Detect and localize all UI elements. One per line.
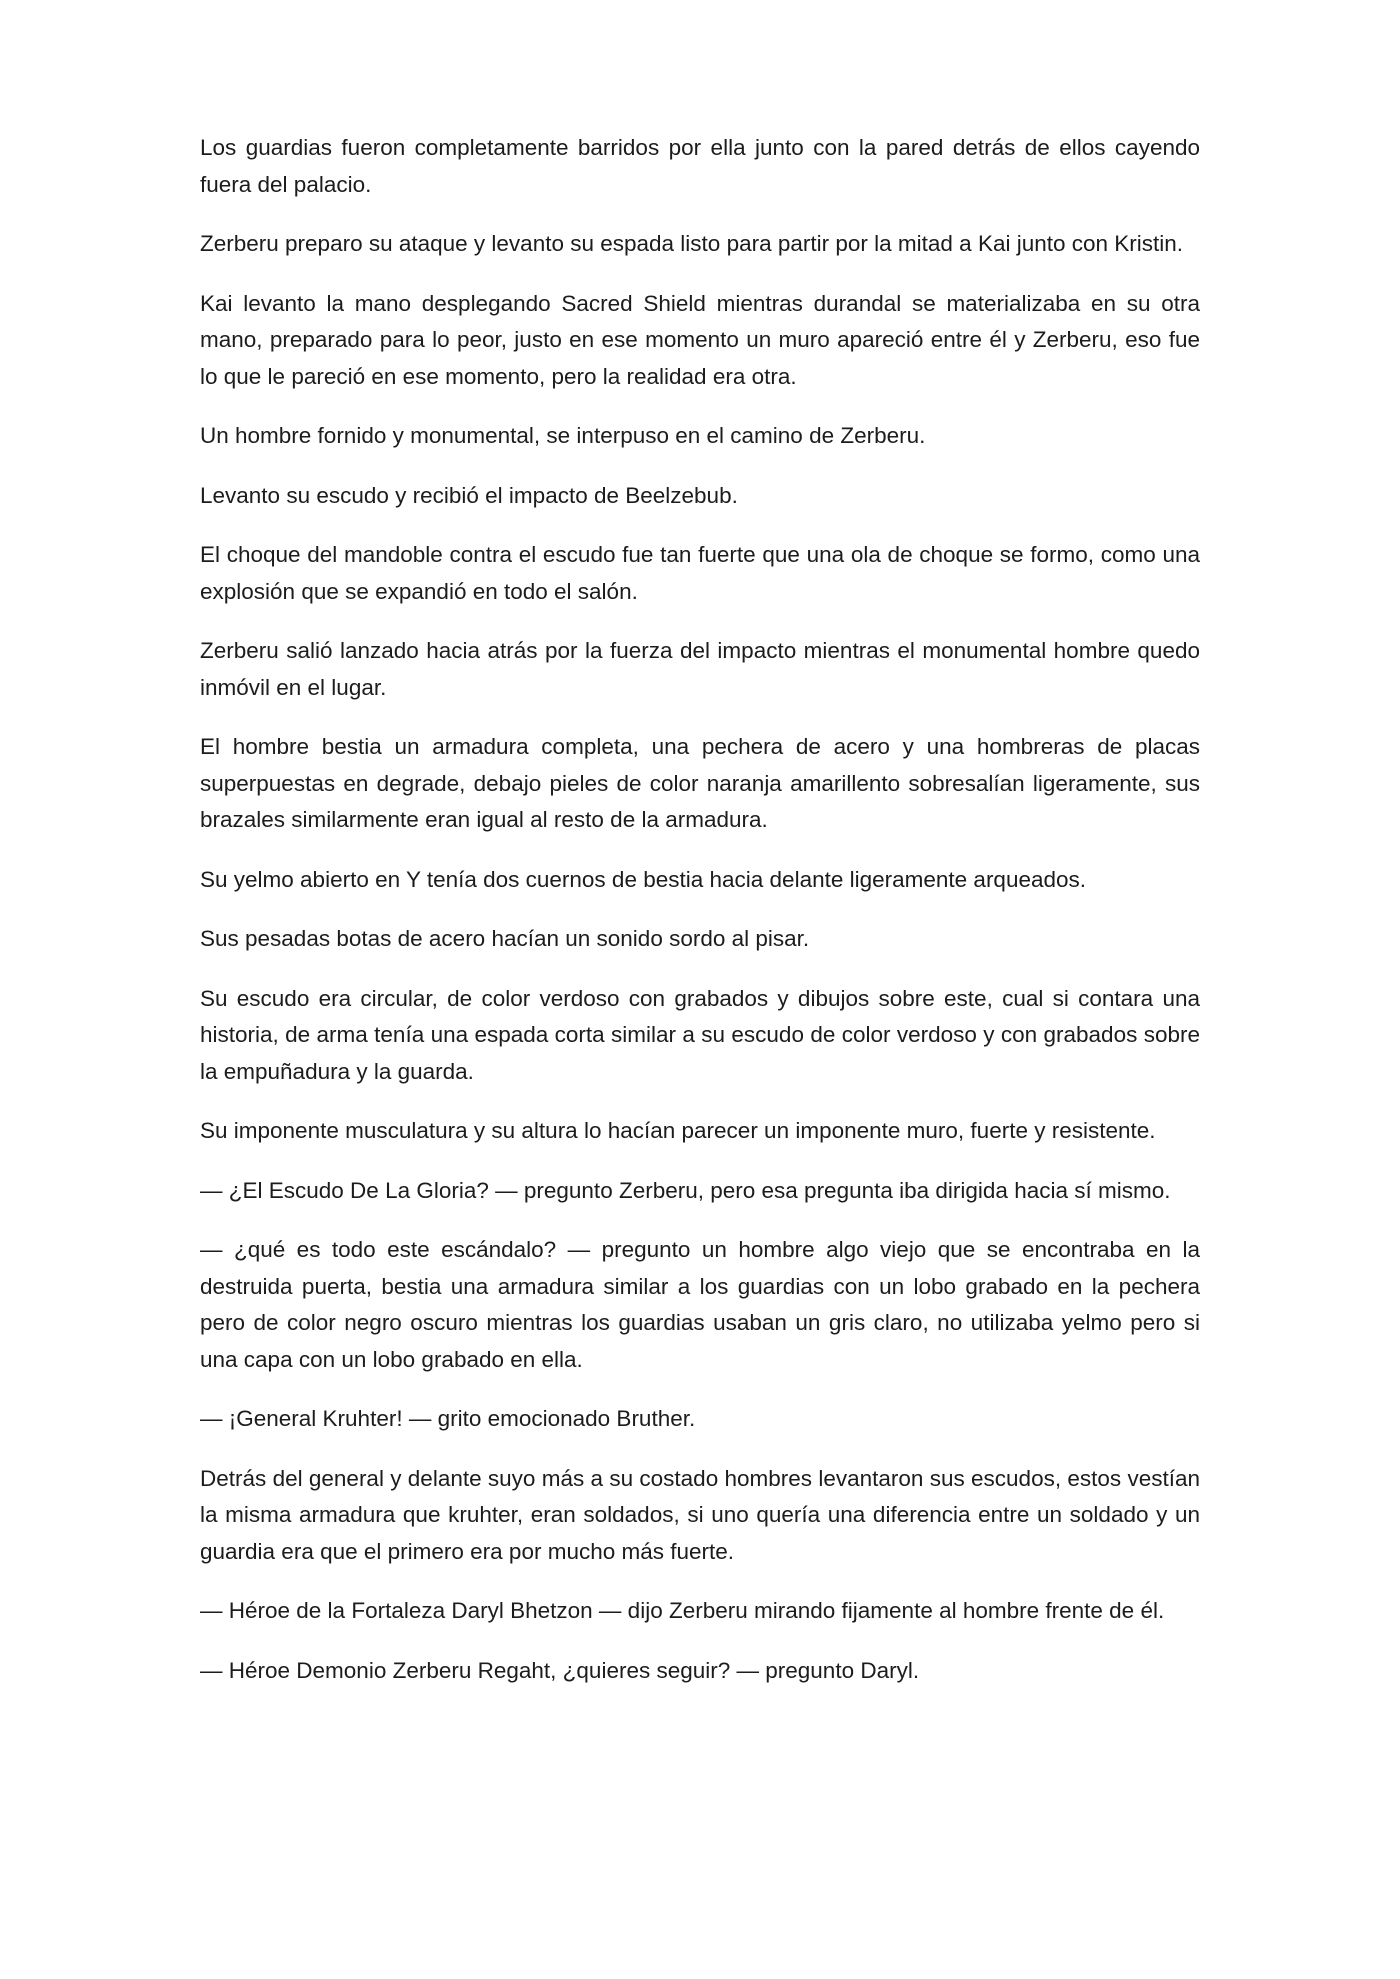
paragraph: Un hombre fornido y monumental, se interpuso en el camino de Zerberu. <box>200 423 926 448</box>
paragraph: El choque del mandoble contra el escudo fue tan fuerte que una ola de choque se formo, como una explosión que se expandió en todo el salón. <box>200 542 1200 604</box>
paragraph: Los guardias fueron completamente barridos por ella junto con la pared detrás de ellos cayendo fuera del palacio. <box>200 135 1200 197</box>
paragraph: Detrás del general y delante suyo más a su costado hombres levantaron sus escudos, estos vestían la misma armadura que kruhter, eran soldados, si uno quería una diferencia entre un soldado y un guardia era que el primero era por mucho más fuerte. <box>200 1465 1200 1564</box>
paragraph: Su escudo era circular, de color verdoso con grabados y dibujos sobre este, cual si contara una historia, de arma tenía una espada corta similar a su escudo de color verdoso y con grabados sobre la empuñadura y la guarda. <box>200 985 1200 1084</box>
paragraph: Su yelmo abierto en Y tenía dos cuernos de bestia hacia delante ligeramente arqueados. <box>200 866 1087 892</box>
dialogue-paragraph: — ¿qué es todo este escándalo? — pregunto un hombre algo viejo que se encontraba en la destruida puerta, bestia una armadura similar a los guardias con un lobo grabado en la pechera pero de color negro oscuro mientras los guardias usaban un gris claro, no utilizaba yelmo pero si una capa con un lobo grabado en ella. <box>200 1237 1200 1372</box>
paragraph: Sus pesadas botas de acero hacían un sonido sordo al pisar. <box>200 926 810 951</box>
paragraph: Su imponente musculatura y su altura lo hacían parecer un imponente muro, fuerte y resistente. <box>200 1118 1156 1143</box>
dialogue-paragraph: — Héroe Demonio Zerberu Regaht, ¿quieres seguir? — pregunto Daryl. <box>200 1657 920 1683</box>
dialogue-paragraph: — Héroe de la Fortaleza Daryl Bhetzon — dijo Zerberu mirando fijamente al hombre frente de él. <box>200 1598 1165 1623</box>
paragraph: Zerberu salió lanzado hacia atrás por la fuerza del impacto mientras el monumental hombre quedo inmóvil en el lugar. <box>200 638 1200 700</box>
dialogue-paragraph: — ¿El Escudo De La Gloria? — pregunto Zerberu, pero esa pregunta iba dirigida hacia sí mismo. <box>200 1177 1171 1203</box>
paragraph: Levanto su escudo y recibió el impacto de Beelzebub. <box>200 482 738 508</box>
paragraph: Zerberu preparo su ataque y levanto su espada listo para partir por la mitad a Kai junto con Kristin. <box>200 231 1184 256</box>
paragraph: El hombre bestia un armadura completa, una pechera de acero y una hombreras de placas superpuestas en degrade, debajo pieles de color naranja amarillento sobresalían ligeramente, sus brazales similarmente eran igual al resto de la armadura. <box>200 734 1200 832</box>
document-body <box>200 130 1200 1712</box>
dialogue-paragraph: — ¡General Kruhter! — grito emocionado Bruther. <box>200 1406 696 1431</box>
paragraph: Kai levanto la mano desplegando Sacred Shield mientras durandal se materializaba en su otra mano, preparado para lo peor, justo en ese momento un muro apareció entre él y Zerberu, eso fue lo que le pareció en ese momento, pero la realidad era otra. <box>200 290 1200 389</box>
